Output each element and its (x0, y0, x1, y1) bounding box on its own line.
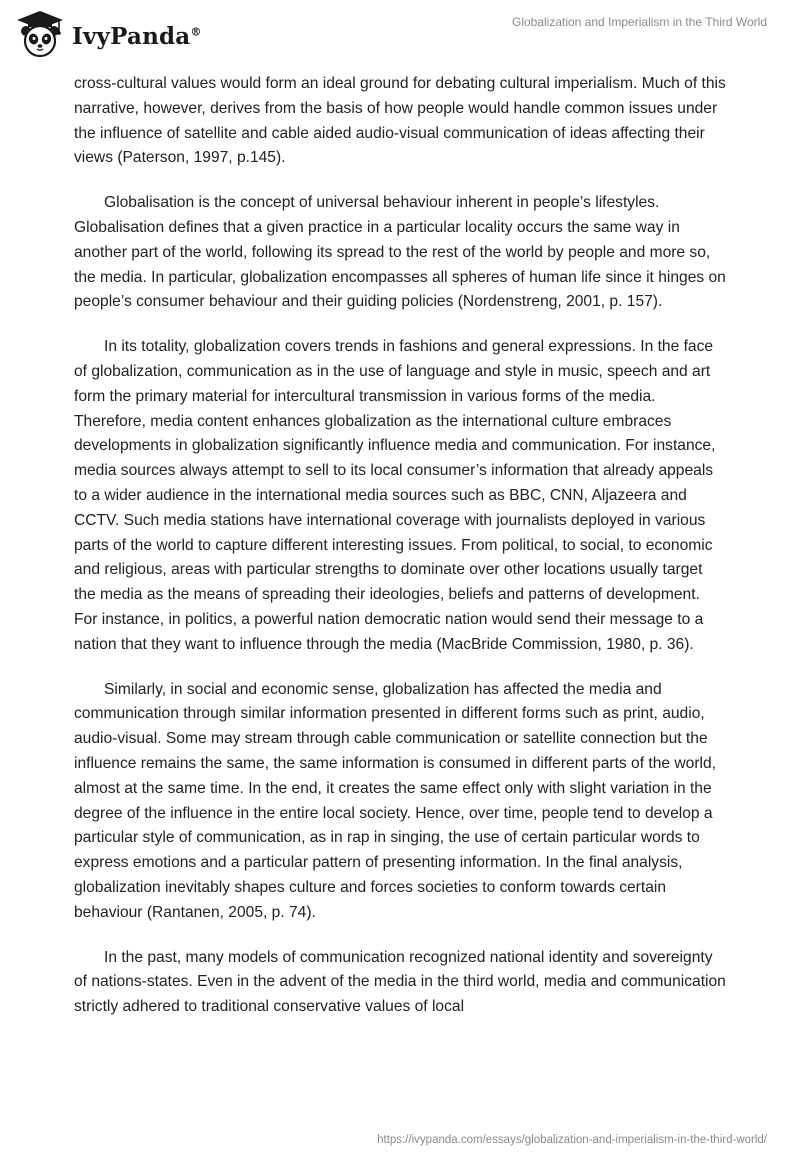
paragraph-3: In its totality, globalization covers trends in fashions and general expressions. In the face of globalization, communication as in the use of language and style in music, speech and art form the primary material for intercultural transmission in various forms of the media. Therefore, media content enhances globalization as the international culture embraces developments in globalization significantly influence media and communication. For instance, media sources always attempt to sell to its local consumer’s information that already appeals to a wider audience in the international media sources such as BBC, CNN, Aljazeera and CCTV. Such media stations have international coverage with journalists deployed in various parts of the world to capture different interesting issues. From political, to social, to economic and religious, areas with particular strengths to dominate over other locations usually target the media as the means of spreading their ideologies, beliefs and patterns of development. For instance, in politics, a powerful nation democratic nation would send their message to a nation that they want to influence through the media (MacBride Commission, 1980, p. 36). (74, 338, 716, 653)
brand-logo[interactable] (14, 8, 202, 60)
panda-graduate-icon (14, 8, 66, 60)
source-url[interactable]: https://ivypanda.com/essays/globalization-and-imperialism-in-the-third-world/ (377, 1134, 767, 1146)
registered-mark: ® (190, 24, 202, 38)
essay-body (74, 72, 726, 1040)
brand-name-text: IvyPanda (72, 22, 191, 50)
document-title: Globalization and Imperialism in the Third World (511, 15, 767, 29)
paragraph-4: Similarly, in social and economic sense, globalization has affected the media and communication through similar information presented in different forms such as print, audio, audio-visual. Some may stream through cable communication or satellite connection but the influence remains the same, the same information is consumed in different parts of the world, almost at the same time. In the end, it creates the same effect only with slight variation in the degree of the influence in the entire local society. Hence, over time, people tend to develop a particular style of communication, as in rap in singing, the use of certain particular words to express emotions and a particular pattern of presenting information. In the final analysis, globalization inevitably shapes culture and forces societies to conform towards certain behaviour (Rantanen, 2005, p. 74). (74, 680, 716, 921)
brand-name (72, 23, 202, 50)
paragraph-1: cross-cultural values would form an ideal ground for debating cultural imperialism. Much of this narrative, however, derives from the basis of how people would handle common issues under the influence of satellite and cable aided audio-visual communication of ideas affecting their views (Paterson, 1997, p.145). (74, 75, 726, 167)
page-header (0, 0, 800, 70)
paragraph-5: In the past, many models of communication recognized national identity and sovereignty of nations-states. Even in the advent of the media in the third world, media and communication strictly adhered to traditional conservative values of local (74, 948, 726, 1016)
paragraph-2: Globalisation is the concept of universal behaviour inherent in people’s lifestyles. Globalisation defines that a given practice in a particular locality occurs the same way in another part of the world, following its spread to the rest of the world by people and more so, the media. In particular, globalization encompasses all spheres of human life since it hinges on people’s consumer behaviour and their guiding policies (Nordenstreng, 2001, p. 157). (74, 194, 726, 311)
